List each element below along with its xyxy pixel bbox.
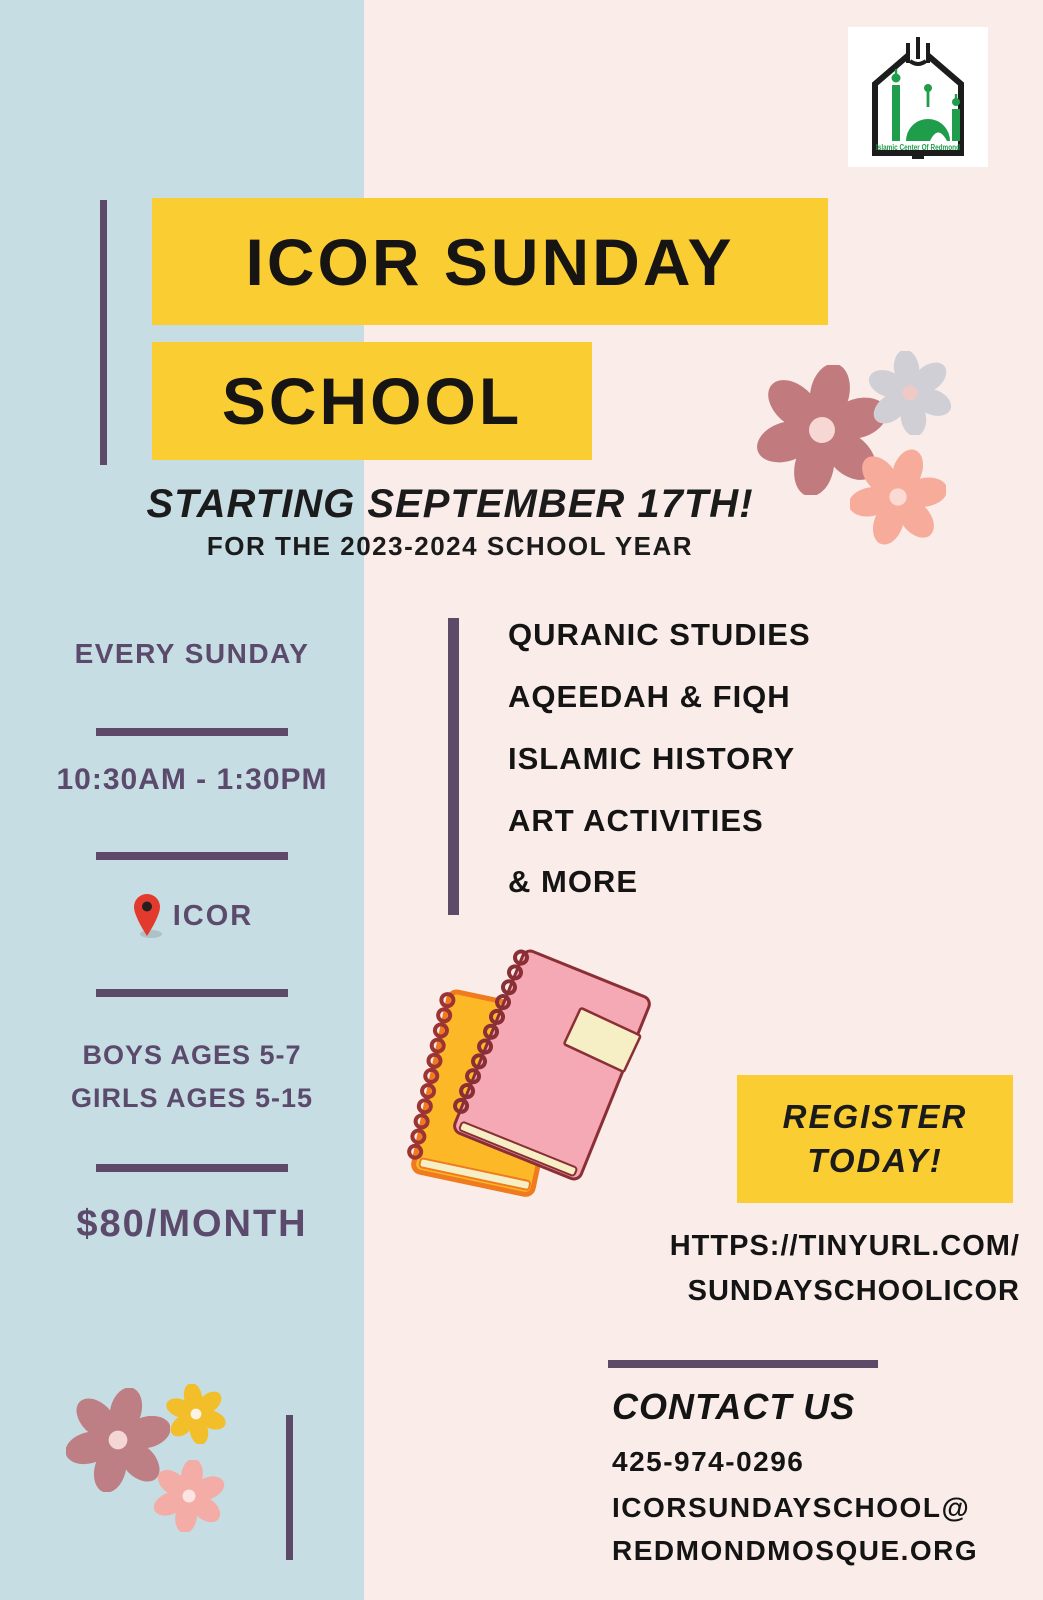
boys-ages-text: BOYS AGES 5-7 xyxy=(82,1040,302,1070)
flower-icon xyxy=(166,1384,226,1444)
bottom-accent-bar xyxy=(286,1415,293,1560)
flower-icon xyxy=(868,351,952,435)
time-text: 10:30AM - 1:30PM xyxy=(56,763,328,796)
divider xyxy=(96,852,288,860)
price-text: $80/MONTH xyxy=(76,1203,308,1245)
mosque-icon xyxy=(848,27,988,167)
subject-item: & MORE xyxy=(508,864,638,899)
divider xyxy=(608,1360,878,1368)
location-text: ICOR xyxy=(172,899,254,932)
register-today-box xyxy=(737,1075,1013,1203)
url-line2: SUNDAYSCHOOLICOR xyxy=(687,1275,1020,1307)
icor-mosque-logo xyxy=(848,27,988,167)
subject-item: ART ACTIVITIES xyxy=(508,803,764,838)
contact-heading: CONTACT US xyxy=(612,1386,856,1427)
subject-item: QURANIC STUDIES xyxy=(508,617,811,652)
url-line1: HTTPS://TINYURL.COM/ xyxy=(669,1230,1020,1262)
title-accent-bar xyxy=(100,200,107,465)
title-highlight-box xyxy=(152,198,828,325)
title-highlight-box xyxy=(152,342,592,460)
contact-phone: 425-974-0296 xyxy=(612,1446,805,1477)
divider xyxy=(96,728,288,736)
subjects-accent-bar xyxy=(448,618,459,915)
register-line1: REGISTER xyxy=(782,1098,968,1135)
contact-email-line2: REDMONDMOSQUE.ORG xyxy=(612,1535,979,1566)
notebooks-illustration xyxy=(372,925,672,1235)
start-date-text: STARTING SEPTEMBER 17TH! xyxy=(146,482,754,526)
register-line2: TODAY! xyxy=(807,1142,943,1179)
registration-url xyxy=(600,1224,1020,1314)
divider xyxy=(96,989,288,997)
poster-title-line1: ICOR SUNDAY xyxy=(245,224,735,299)
logo-caption: Islamic Center Of Redmond xyxy=(876,143,961,152)
contact-email-line1: ICORSUNDAYSCHOOL@ xyxy=(612,1492,971,1523)
flower-icon xyxy=(850,449,946,545)
school-year-text: FOR THE 2023-2024 SCHOOL YEAR xyxy=(206,531,694,561)
divider xyxy=(96,1164,288,1172)
location-row xyxy=(10,890,374,942)
flower-icon xyxy=(153,1460,225,1532)
frequency-text: EVERY SUNDAY xyxy=(74,638,310,669)
location-pin-icon xyxy=(131,892,163,940)
subject-item: ISLAMIC HISTORY xyxy=(508,741,796,776)
girls-ages-text: GIRLS AGES 5-15 xyxy=(70,1083,314,1113)
poster-title-line2: SCHOOL xyxy=(221,364,523,438)
subject-item: AQEEDAH & FIQH xyxy=(508,679,791,714)
